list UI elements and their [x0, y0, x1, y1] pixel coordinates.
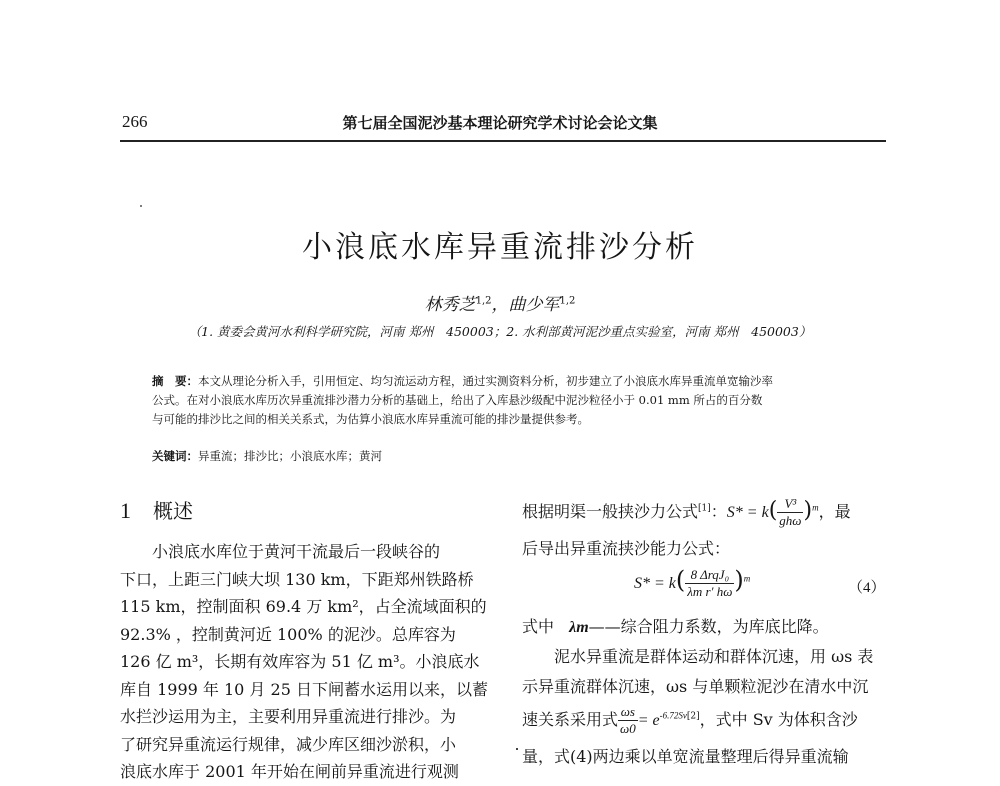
- lambda-definition: ——综合阻力系数，为库底比降。: [588, 617, 829, 636]
- author-separator: ，: [491, 295, 509, 315]
- body-line: 小浪底水库位于黄河干流最后一段峡谷的: [152, 542, 441, 561]
- citation-1: [1]: [698, 503, 711, 514]
- body-line: 126 亿 m³，长期有效库容为 51 亿 m³。小浪底水: [120, 652, 480, 671]
- right-line-7: 量，式(4)两边乘以单宽流量整理后得异重流输: [522, 747, 849, 766]
- formula-paren-close: ): [803, 498, 813, 523]
- header-rule: [120, 140, 886, 142]
- eq4-denominator: λm r′ hω: [687, 584, 733, 599]
- right-line-3: [522, 614, 829, 637]
- eq4-fraction: [685, 567, 734, 600]
- left-column-body: [120, 538, 490, 786]
- right-line-1-tail: ，最: [818, 502, 851, 521]
- body-line: 浪底水库于 2001 年开始在闸前异重流进行观测: [120, 762, 459, 781]
- right-line-1-text: 根据明渠一般挟沙力公式: [522, 502, 699, 521]
- author-2: 曲少军: [508, 295, 560, 315]
- scan-speck: [140, 205, 142, 207]
- right-line-6-prefix: 速关系采用式: [522, 710, 619, 729]
- page-number: 266: [122, 112, 148, 131]
- right-line-1-colon: ：: [710, 502, 727, 521]
- author-1: 林秀芝: [424, 295, 476, 315]
- exp-superscript: -6.72Sv: [659, 710, 687, 721]
- lambda-symbol: λm: [569, 619, 589, 636]
- body-line: 115 km，控制面积 69.4 万 km²，占全流域面积的: [120, 597, 487, 616]
- formula-numerator: V³: [777, 496, 803, 513]
- abstract-text-1: 本文从理论分析入手，引用恒定、均匀流运动方程，通过实测资料分析，初步建立了小浪底水库异重流单宽输沙率: [198, 374, 773, 388]
- formula-fraction: [777, 496, 803, 529]
- keywords: [152, 448, 382, 464]
- affiliations: （1. 黄委会黄河水利科学研究院，河南 郑州 450003；2. 水利部黄河泥沙重点实验室，河南 郑州 450003）: [188, 324, 812, 339]
- formula-carrying-capacity-lhs: S* = k: [726, 504, 769, 521]
- abstract-label: 摘 要：: [152, 374, 198, 388]
- right-line-1: [522, 496, 851, 529]
- equation-number: （4）: [848, 580, 886, 596]
- abstract: [152, 372, 872, 429]
- settling-ratio-fraction: [618, 704, 638, 737]
- scan-speck-2: [516, 748, 518, 750]
- settling-ratio-den: ω0: [620, 721, 636, 736]
- body-line: 库自 1999 年 10 月 25 日下闸蓄水运用以来，以蓄: [120, 679, 488, 699]
- author-2-affil: 1,2: [559, 295, 576, 307]
- body-line: 92.3% ，控制黄河近 100% 的泥沙。总库容为: [120, 624, 456, 644]
- eq4-paren-open: (: [675, 566, 686, 594]
- paper-title: 小浪底水库异重流排沙分析: [302, 230, 698, 265]
- abstract-line-2: 公式。在对小浪底水库历次异重流排沙潜力分析的基础上，给出了入库悬沙级配中泥沙粒径小于 0.01 mm 所占的百分数: [152, 393, 763, 407]
- body-line: 了研究异重流运行规律，减少库区细沙淤积，小: [120, 734, 457, 754]
- abstract-line-3: 与可能的排沙比之间的相关关系式，为估算小浪底水库异重流可能的排沙量提供参考。: [152, 412, 589, 426]
- section-1-heading: [120, 495, 193, 524]
- right-line-2: 后导出异重流挟沙能力公式：: [522, 539, 731, 558]
- formula-paren-open: (: [768, 498, 778, 523]
- settling-ratio-num: ωs: [618, 704, 638, 721]
- running-head: 第七届全国泥沙基本理论研究学术讨论会论文集: [342, 114, 658, 132]
- keywords-text: 异重流；排沙比；小浪底水库；黄河: [198, 449, 382, 463]
- right-line-6: [522, 704, 858, 737]
- eq4-lhs: S* = k: [634, 575, 676, 592]
- author-line: [0, 290, 1000, 315]
- formula-denominator: ghω: [779, 513, 802, 528]
- eq4-exponent: m: [743, 573, 751, 584]
- body-line: 下口，上距三门峡大坝 130 km，下距郑州铁路桥: [120, 569, 474, 589]
- right-line-5: 示异重流群体沉速，ωs 与单颗粒泥沙在清水中沉: [522, 677, 869, 696]
- eq4-paren-close: ): [734, 566, 744, 594]
- abstract-line-1: [152, 372, 872, 391]
- citation-2: [2]: [686, 711, 700, 722]
- formula-exponent: m: [812, 502, 819, 513]
- section-number: 1: [120, 498, 131, 523]
- equation-4: [634, 566, 750, 600]
- keywords-label: 关键词：: [152, 449, 198, 463]
- exp-expression: = e: [637, 712, 660, 729]
- body-line: 水拦沙运用为主，主要利用异重流进行排沙。为: [120, 707, 457, 726]
- right-line-4: 泥水异重流是群体运动和群体沉速，用 ωs 表: [554, 647, 874, 666]
- eq4-numerator: 8 ΔrqJ₀: [685, 567, 734, 584]
- section-title: 概述: [153, 499, 193, 523]
- where-label: 式中: [522, 617, 555, 636]
- right-line-6-tail: ，式中 Sv 为体积含沙: [699, 710, 858, 729]
- author-1-affil: 1,2: [475, 295, 492, 307]
